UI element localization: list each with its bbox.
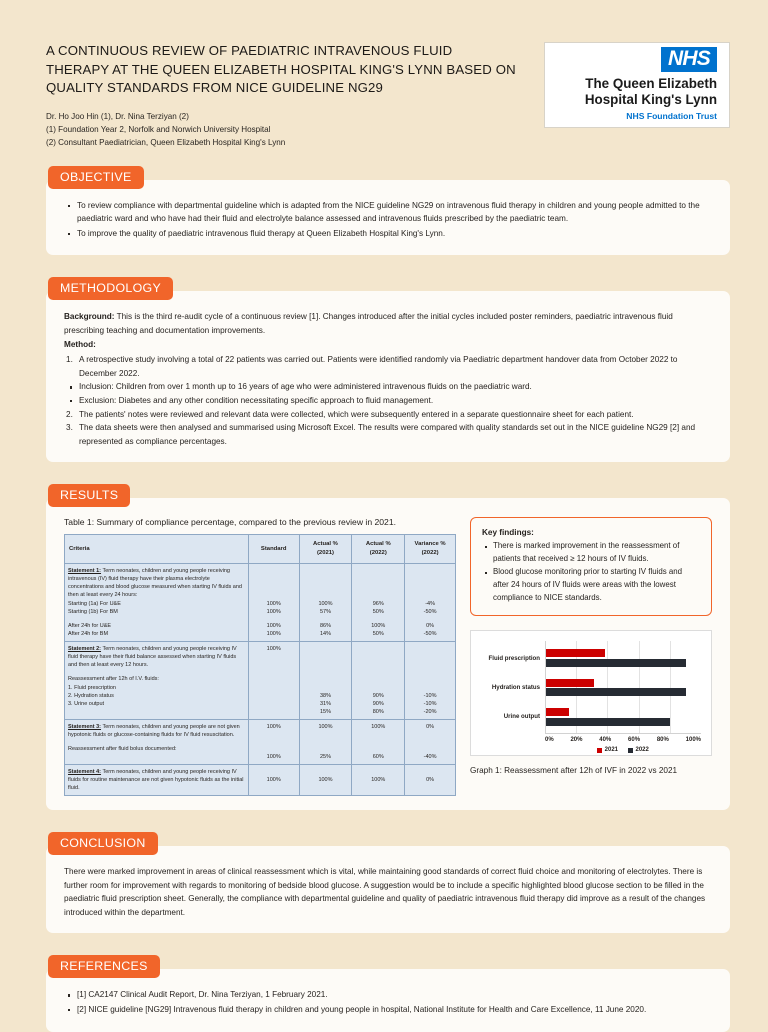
sub-line: 2. Hydration status	[68, 692, 114, 699]
list-item: [1] CA2147 Clinical Audit Report, Dr. Nina Terziyan, 1 February 2021.	[64, 988, 712, 1002]
method-step-1-sublist	[66, 380, 712, 407]
header-line-2: (2021)	[316, 550, 334, 557]
sub-heading: Reassessment after 12h of I.V. fluids:	[68, 676, 159, 683]
section-results	[46, 484, 730, 809]
statement-text: Term neonates, children and young people receiving intravenous (IV) fluid therapy have their plasma electrolyte concentrations and blood glucose measured when starting IV fluids and then at least every 24 hours:	[68, 567, 242, 599]
header-line-1: Actual %	[313, 541, 338, 548]
value: 86%	[319, 623, 331, 630]
cell-actual-2022	[352, 564, 405, 642]
authors: Dr. Ho Joo Hin (1), Dr. Nina Terziyan (2)	[46, 112, 189, 122]
background-text: This is the third re-audit cycle of a continuous review [1]. Changes introduced after the initial cycles included poster reminders, paediatric intravenous fluid prescribing teaching and documentation improvements.	[64, 312, 673, 335]
chart-bar-2022	[546, 659, 686, 667]
header-line-1: Actual %	[365, 541, 391, 548]
value: 96%	[372, 600, 384, 607]
value: 50%	[372, 608, 384, 615]
key-findings-list	[482, 540, 700, 604]
chart-bar-2021	[546, 708, 569, 716]
cell-actual-2021	[299, 642, 352, 720]
statement-label: Statement 3:	[68, 723, 102, 730]
sub-line: 3. Urine output	[68, 701, 105, 708]
section-conclusion	[46, 832, 730, 933]
value: 15%	[319, 709, 331, 716]
chart-plot-area	[545, 641, 701, 733]
conclusion-text: There were marked improvement in areas of clinical reassessment which is vital, while maintaining good standards of correct fluid choice and monitoring of electrolytes. There is further room for improvement with regards to monitoring of bedside blood glucose. A suggestion would be to include a specific highlighted blood glucose section to be filled in the paediatric fluid prescription sheet. Generally, the compliance with departmental guideline and quality of paediatric intravenous fluid therapy did improve as a result of the changes introduced within the department.	[64, 866, 706, 917]
method-label: Method:	[64, 339, 96, 349]
affiliation-2: (2) Consultant Paediatrician, Queen Elizabeth Hospital King's Lynn	[46, 138, 286, 148]
cell-criteria	[65, 642, 249, 720]
value: 100%	[371, 723, 386, 730]
value: 0%	[426, 723, 435, 730]
conclusion-card	[46, 846, 730, 933]
x-tick: 0%	[545, 737, 554, 744]
header-text-block	[46, 42, 516, 150]
section-badge-objective: OBJECTIVE	[48, 166, 144, 189]
legend-item-2022	[628, 747, 649, 753]
objective-list	[64, 199, 712, 241]
statement-label: Statement 4:	[68, 768, 102, 775]
key-findings-box	[470, 517, 712, 616]
header-line-2: (2022)	[421, 550, 439, 557]
chart-x-axis	[545, 733, 701, 743]
list-item: To improve the quality of paediatric intravenous fluid therapy at Queen Elizabeth Hospital King's Lynn.	[64, 227, 712, 241]
chart-bar-group	[546, 677, 701, 698]
value: -20%	[423, 709, 437, 716]
list-item: A retrospective study involving a total of 22 patients was carried out. Patients were identified randomly via Paediatric department handover data from October 2022 to December 2022.	[79, 355, 678, 378]
cell-actual-2021	[299, 720, 352, 765]
reassessment-bar-chart	[470, 630, 712, 756]
column-header-actual-2022	[352, 535, 405, 564]
list-item: Blood glucose monitoring prior to starting IV fluids and after 24 hours of IV fluids were areas with the lowest compliance to NICE standards.	[482, 566, 700, 604]
sub-heading: Reassessment after fluid bolus documented:	[68, 746, 177, 753]
nhs-badge-icon: NHS	[661, 47, 717, 72]
table-caption: Table 1: Summary of compliance percentage, compared to the previous review in 2021.	[64, 517, 396, 528]
cell-actual-2021	[299, 564, 352, 642]
nhs-logo	[544, 42, 730, 128]
cell-criteria	[65, 564, 249, 642]
value: 14%	[319, 631, 331, 638]
chart-category-labels	[477, 641, 545, 733]
legend-swatch-icon	[628, 748, 633, 753]
section-badge-references: REFERENCES	[48, 955, 160, 978]
value: 100%	[318, 600, 333, 607]
statement-text: Term neonates, children and young people receiving IV fluid therapy have their fluid balance assessed when starting IV fluids and then at least every 12 hours.	[68, 645, 237, 669]
sub-line: 1. Fluid prescription	[68, 684, 116, 691]
value: -10%	[423, 692, 437, 699]
table-row	[65, 642, 456, 720]
trust-name-line-2: Hospital King's Lynn	[584, 92, 717, 108]
statement-text: Term neonates, children and young people are not given hypotonic fluids or glucose-containing fluids for IV fluid resuscitation.	[68, 723, 240, 738]
value: -50%	[423, 631, 437, 638]
cell-variance-2022	[405, 564, 456, 642]
background-label: Background:	[64, 312, 115, 322]
list-item: The patients' notes were reviewed and relevant data were collected, which were subsequently entered in a separate questionnaire sheet for each patient.	[79, 409, 634, 419]
value: 80%	[372, 709, 384, 716]
header-line-2: (2022)	[369, 550, 387, 557]
value: 0%	[426, 623, 435, 630]
objective-card	[46, 180, 730, 256]
column-header-actual-2021	[299, 535, 352, 564]
value: 100%	[318, 723, 333, 730]
cell-criteria	[65, 765, 249, 796]
poster-header	[0, 0, 768, 150]
value: -10%	[423, 701, 437, 708]
table-header-row	[65, 535, 456, 564]
value: 57%	[319, 608, 331, 615]
value: 100%	[266, 723, 281, 730]
value: 90%	[372, 692, 384, 699]
value: 25%	[319, 754, 331, 761]
chart-legend	[545, 747, 701, 753]
section-methodology	[46, 277, 730, 462]
cell-actual-2022	[352, 720, 405, 765]
list-item: There is marked improvement in the reassessment of patients that received ≥ 12 hours of IV fluids.	[482, 540, 700, 566]
affiliation-1: (1) Foundation Year 2, Norfolk and Norwich University Hospital	[46, 125, 271, 135]
graph-caption: Graph 1: Reassessment after 12h of IVF in 2022 vs 2021	[470, 766, 678, 776]
cell-variance-2022	[405, 765, 456, 796]
value: 100%	[371, 623, 386, 630]
cell-actual-2022	[352, 765, 405, 796]
list-item: Inclusion: Children from over 1 month up to 16 years of age who were administered intravenous fluids on the paediatric ward.	[66, 380, 712, 394]
references-list	[64, 988, 712, 1016]
section-badge-results: RESULTS	[48, 484, 130, 507]
methodology-card	[46, 291, 730, 462]
trust-subtitle: NHS Foundation Trust	[626, 111, 717, 122]
chart-bar-2021	[546, 649, 605, 657]
list-item: The data sheets were then analysed and summarised using Microsoft Excel. The results were compared with quality standards set out in the NICE guideline NG29 [2] and represented as compliance percentages.	[79, 423, 696, 446]
cell-standard	[248, 564, 299, 642]
trust-name-line-1: The Queen Elizabeth	[585, 75, 717, 91]
cell-criteria	[65, 720, 249, 765]
value: 100%	[318, 776, 333, 783]
value: 31%	[319, 701, 331, 708]
cell-standard	[248, 765, 299, 796]
value: 60%	[372, 754, 384, 761]
chart-bar-group	[546, 648, 701, 669]
sub-line: After 24h for U&E	[68, 623, 112, 630]
value: 50%	[372, 631, 384, 638]
column-header-criteria: Criteria	[65, 535, 249, 564]
value: 90%	[372, 701, 384, 708]
legend-label: 2021	[604, 747, 618, 754]
sub-line: Starting (1a) For U&E	[68, 600, 121, 607]
chart-bar-2022	[546, 718, 670, 726]
x-tick: 20%	[570, 737, 583, 744]
cell-actual-2021	[299, 765, 352, 796]
sub-line: After 24h for BM	[68, 631, 109, 638]
compliance-table	[64, 534, 456, 795]
statement-label: Statement 2:	[68, 645, 102, 652]
statement-label: Statement 1:	[68, 567, 102, 574]
results-table-column	[64, 517, 456, 795]
value: 100%	[266, 776, 281, 783]
value: 100%	[266, 600, 281, 607]
method-steps	[64, 353, 712, 448]
cell-variance-2022	[405, 642, 456, 720]
x-tick: 60%	[628, 737, 641, 744]
list-item: Exclusion: Diabetes and any other condition necessitating specific approach to fluid management.	[66, 394, 712, 408]
statement-text: Term neonates, children and young people receiving IV fluids for routine maintenance are not given hypotonic fluids as the initial fluid.	[68, 768, 244, 792]
x-tick: 40%	[599, 737, 612, 744]
list-item: [2] NICE guideline [NG29] Intravenous fluid therapy in children and young people in hospital, National Institute for Health and Care Excellence, 11 June 2020.	[64, 1003, 712, 1017]
value: 100%	[266, 623, 281, 630]
value: 38%	[319, 692, 331, 699]
chart-category-label: Urine output	[503, 713, 540, 721]
table-row	[65, 765, 456, 796]
column-header-variance-2022	[405, 535, 456, 564]
value: -4%	[425, 600, 435, 607]
page-title: A CONTINUOUS REVIEW OF PAEDIATRIC INTRAVENOUS FLUID THERAPY AT THE QUEEN ELIZABETH HOSPITAL KING'S LYNN BASED ON QUALITY STANDARDS FROM NICE GUIDELINE NG29	[46, 43, 516, 96]
legend-swatch-icon	[597, 748, 602, 753]
key-findings-title: Key findings:	[482, 528, 534, 538]
chart-bar-2021	[546, 679, 594, 687]
table-row	[65, 720, 456, 765]
x-tick: 100%	[685, 737, 701, 744]
references-card	[46, 969, 730, 1031]
chart-category-label: Hydration status	[491, 683, 540, 691]
section-badge-methodology: METHODOLOGY	[48, 277, 173, 300]
results-card	[46, 498, 730, 809]
value: -40%	[423, 754, 437, 761]
value: 100%	[266, 631, 281, 638]
legend-label: 2022	[635, 747, 649, 754]
header-line-1: Variance %	[414, 541, 446, 548]
cell-standard	[248, 720, 299, 765]
value: 0%	[426, 776, 435, 783]
column-header-standard: Standard	[248, 535, 299, 564]
value: 100%	[371, 776, 386, 783]
value: -50%	[423, 608, 437, 615]
value: 100%	[266, 608, 281, 615]
cell-standard	[248, 642, 299, 720]
chart-bar-2022	[546, 688, 686, 696]
background-paragraph	[64, 310, 712, 337]
chart-bar-group	[546, 707, 701, 728]
results-side-column	[470, 517, 712, 795]
section-objective	[46, 166, 730, 256]
cell-variance-2022	[405, 720, 456, 765]
legend-item-2021	[597, 747, 618, 753]
value: 100%	[266, 645, 281, 652]
section-badge-conclusion: CONCLUSION	[48, 832, 158, 855]
sub-line: Starting (1b) For BM	[68, 608, 118, 615]
list-item: To review compliance with departmental guideline which is adapted from the NICE guideline NG29 on intravenous fluid therapy in children and young people admitted to the paediatric ward and who have had their fluid and electrolyte balance assessed and intravenous fluids prescribed by the paediatric team.	[64, 199, 712, 226]
cell-actual-2022	[352, 642, 405, 720]
chart-category-label: Fluid prescription	[488, 654, 540, 662]
section-references	[46, 955, 730, 1031]
x-tick: 80%	[656, 737, 669, 744]
table-row	[65, 564, 456, 642]
value: 100%	[266, 754, 281, 761]
